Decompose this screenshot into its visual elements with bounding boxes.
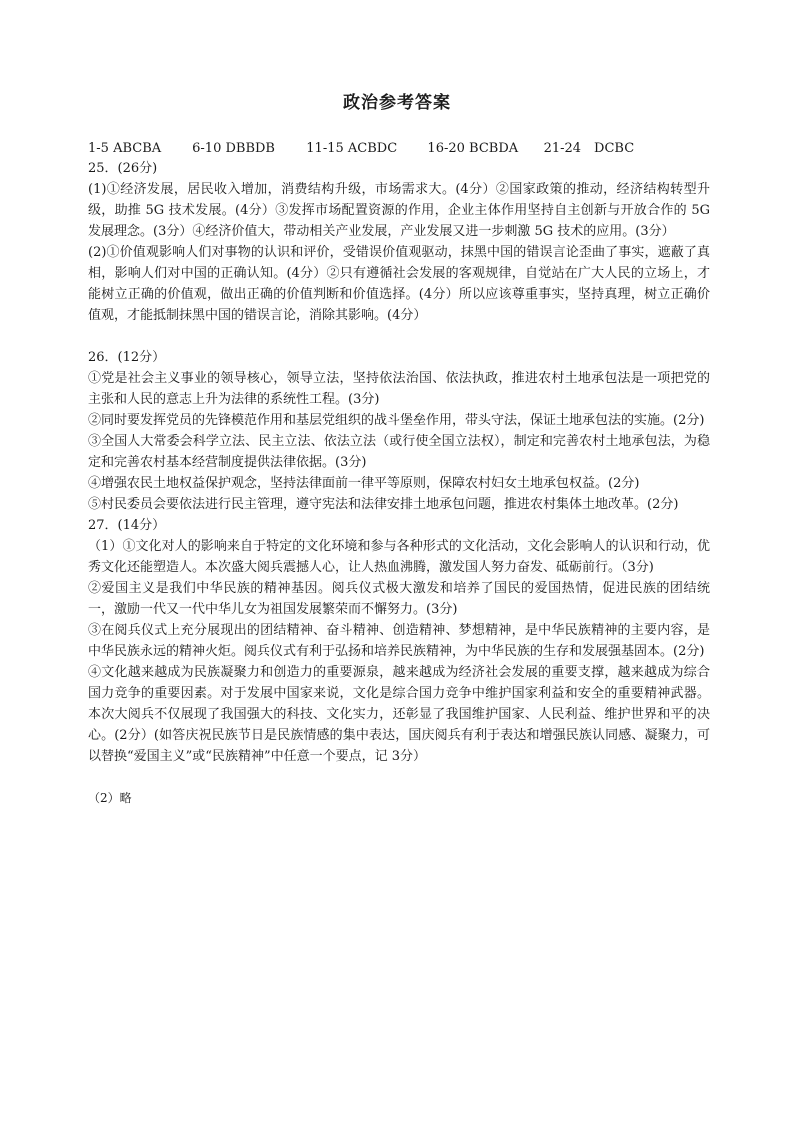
spacer (88, 767, 710, 788)
spacer (88, 326, 710, 347)
q25-heading: 25．(26分) (88, 161, 158, 176)
q26-heading: 26．(12分） (88, 350, 166, 365)
q25-part2: (2)①价值观影响人们对事物的认识和评价，受错误价值观驱动，抹黑中国的错误言论歪曲了事实，遮蔽了真相，影响人们对中国的正确认知。(4分）②只有遵循社会发展的客观规律，自觉站在广大人民的立场上，才能树立正确的价值观，做出正确的价值判断和价值选择。(4分）所以应该尊重事实，坚持真理，树立正确价值观，才能抵制抹黑中国的错误言论，消除其影响。(4分） (88, 245, 710, 323)
q26-point5: ⑤村民委员会要依法进行民主管理，遵守宪法和法律安排土地承包问题，推进农村集体土地改革。(2分) (88, 497, 679, 512)
answer-group-1: 1-5 ABCBA (88, 141, 162, 156)
q27-part2: （2）略 (88, 791, 132, 805)
page-title: 政治参考答案 (343, 93, 451, 113)
q26-point2: ②同时要发挥党员的先锋模范作用和基层党组织的战斗堡垒作用，带头守法，保证土地承包法的实施。(2分) (88, 413, 705, 428)
q27-point2: ②爱国主义是我们中华民族的精神基因。阅兵仪式极大激发和培养了国民的爱国热情，促进民族的团结统一，激励一代又一代中华儿女为祖国发展繁荣而不懈努力。(3分) (88, 581, 710, 617)
q26-point4: ④增强农民土地权益保护观念，坚持法律面前一律平等原则，保障农村妇女土地承包权益。(2分) (88, 476, 640, 491)
answer-group-3: 11-15 ACBDC (306, 141, 398, 156)
answer-body (88, 158, 710, 809)
answer-group-5: 21-24 DCBC (543, 141, 635, 156)
answer-group-4: 16-20 BCBDA (427, 141, 519, 156)
q26-point1: ①党是社会主义事业的领导核心，领导立法，坚持依法治国、依法执政，推进农村土地承包法是一项把党的主张和人民的意志上升为法律的系统性工程。(3分) (88, 371, 710, 407)
answer-group-2: 6-10 DBBDB (192, 141, 275, 156)
q27-heading: 27．(14分） (88, 518, 166, 533)
q26-point3: ③全国人大常委会科学立法、民主立法、依法立法（或行使全国立法权），制定和完善农村土地承包法，为稳定和完善农村基本经营制度提供法律依据。(3分) (88, 434, 710, 470)
q25-part1: (1)①经济发展，居民收入增加，消费结构升级，市场需求大。(4分）②国家政策的推动，经济结构转型升级，助推 5G 技术发展。(4分）③发挥市场配置资源的作用，企业主体作用坚持自主创新与开放合作的 5G 发展理念。(3分）④经济价值大，带动相关产业发展，产业发展又进一步刺激 5G 技术的应用。(3分） (88, 182, 710, 239)
q27-point3: ③在阅兵仪式上充分展现出的团结精神、奋斗精神、创造精神、梦想精神，是中华民族精神的主要内容，是中华民族永远的精神火炬。阅兵仪式有利于弘扬和培养民族精神，为中华民族的生存和发展强基固本。(2分) (88, 623, 710, 659)
q27-point4: ④文化越来越成为民族凝聚力和创造力的重要源泉，越来越成为经济社会发展的重要支撑，越来越成为综合国力竞争的重要因素。对于发展中国家来说，文化是综合国力竞争中维护国家利益和安全的重要精神武器。本次大阅兵不仅展现了我国强大的科技、文化实力，还彰显了我国维护国家、人民利益、维护世界和平的决心。(2分）(如答庆祝民族节日是民族情感的集中表达，国庆阅兵有利于表达和增强民族认同感、凝聚力，可以替换“爱国主义”或“民族精神”中任意一个要点，记 3分） (88, 665, 710, 764)
q27-point1: （1）①文化对人的影响来自于特定的文化环境和参与各种形式的文化活动，文化会影响人的认识和行动，优秀文化还能塑造人。本次盛大阅兵震撼人心，让人热血沸腾，激发国人努力奋发、砥砺前行。（3分) (88, 539, 710, 575)
choice-answers (88, 137, 728, 156)
